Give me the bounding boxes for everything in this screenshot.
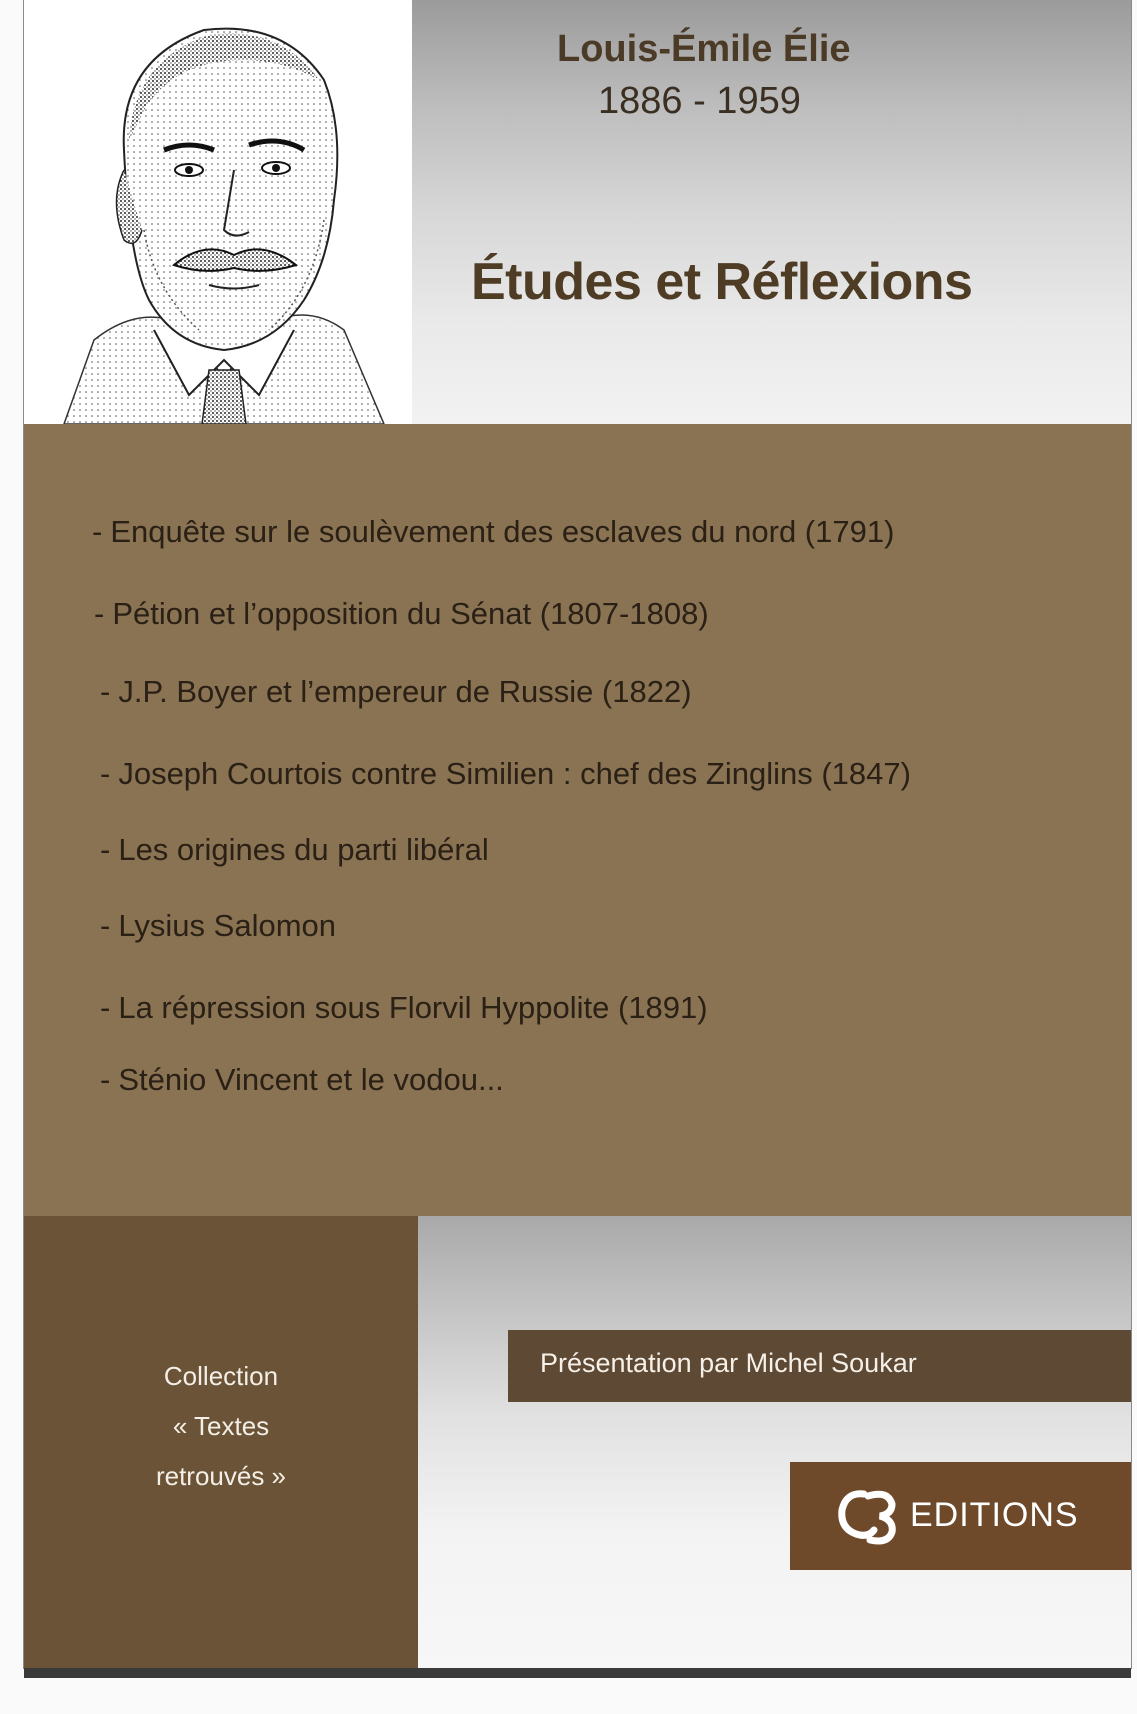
collection-panel	[24, 1216, 418, 1668]
contents-item-text: Enquête sur le soulèvement des esclaves du nord (1791)	[110, 514, 895, 549]
contents-item-dash: -	[100, 674, 111, 709]
publisher-name: EDITIONS	[910, 1496, 1079, 1534]
contents-band	[24, 424, 1131, 1216]
contents-item	[92, 514, 894, 550]
contents-list	[24, 424, 1131, 1216]
contents-item-dash: -	[92, 514, 103, 549]
contents-item-text: J.P. Boyer et l’empereur de Russie (1822)	[118, 674, 692, 709]
contents-item-dash: -	[100, 832, 111, 867]
contents-item	[100, 674, 692, 710]
contents-item	[100, 832, 489, 868]
contents-item-text: Lysius Salomon	[118, 908, 337, 943]
author-name: Louis-Émile Élie	[557, 28, 851, 70]
collection-line: « Textes	[172, 1411, 270, 1441]
author-portrait-drawing	[24, 0, 412, 424]
c3-logo-icon	[834, 1484, 900, 1548]
presentation-bar	[508, 1330, 1131, 1402]
book-title: Études et Réflexions	[471, 253, 973, 311]
collection-line: retrouvés »	[155, 1461, 287, 1491]
contents-item	[100, 1062, 504, 1098]
contents-item-text: La répression sous Florvil Hyppolite (1891)	[118, 990, 708, 1025]
publisher-badge	[790, 1462, 1131, 1570]
contents-item-text: Les origines du parti libéral	[118, 832, 489, 867]
bottom-background	[418, 1216, 1131, 1668]
contents-item-dash: -	[100, 990, 111, 1025]
author-portrait	[24, 0, 412, 424]
author-years: 1886 - 1959	[598, 80, 801, 122]
contents-item	[100, 990, 708, 1026]
contents-item-dash: -	[100, 908, 111, 943]
contents-item	[100, 908, 336, 944]
presentation-credit: Présentation par Michel Soukar	[540, 1348, 917, 1378]
contents-item-dash: -	[94, 596, 105, 631]
contents-item-text: Joseph Courtois contre Similien : chef des Zinglins (1847)	[118, 756, 911, 791]
contents-item	[94, 596, 709, 632]
contents-item-dash: -	[100, 1062, 111, 1097]
contents-item	[100, 756, 911, 792]
book-cover	[24, 0, 1131, 1668]
cover-edge-shadow	[24, 1668, 1131, 1678]
contents-item-text: Sténio Vincent et le vodou...	[118, 1062, 504, 1097]
contents-item-text: Pétion et l’opposition du Sénat (1807-1808)	[112, 596, 709, 631]
collection-line: Collection	[163, 1361, 279, 1391]
contents-item-dash: -	[100, 756, 111, 791]
collection-label	[24, 1351, 418, 1501]
